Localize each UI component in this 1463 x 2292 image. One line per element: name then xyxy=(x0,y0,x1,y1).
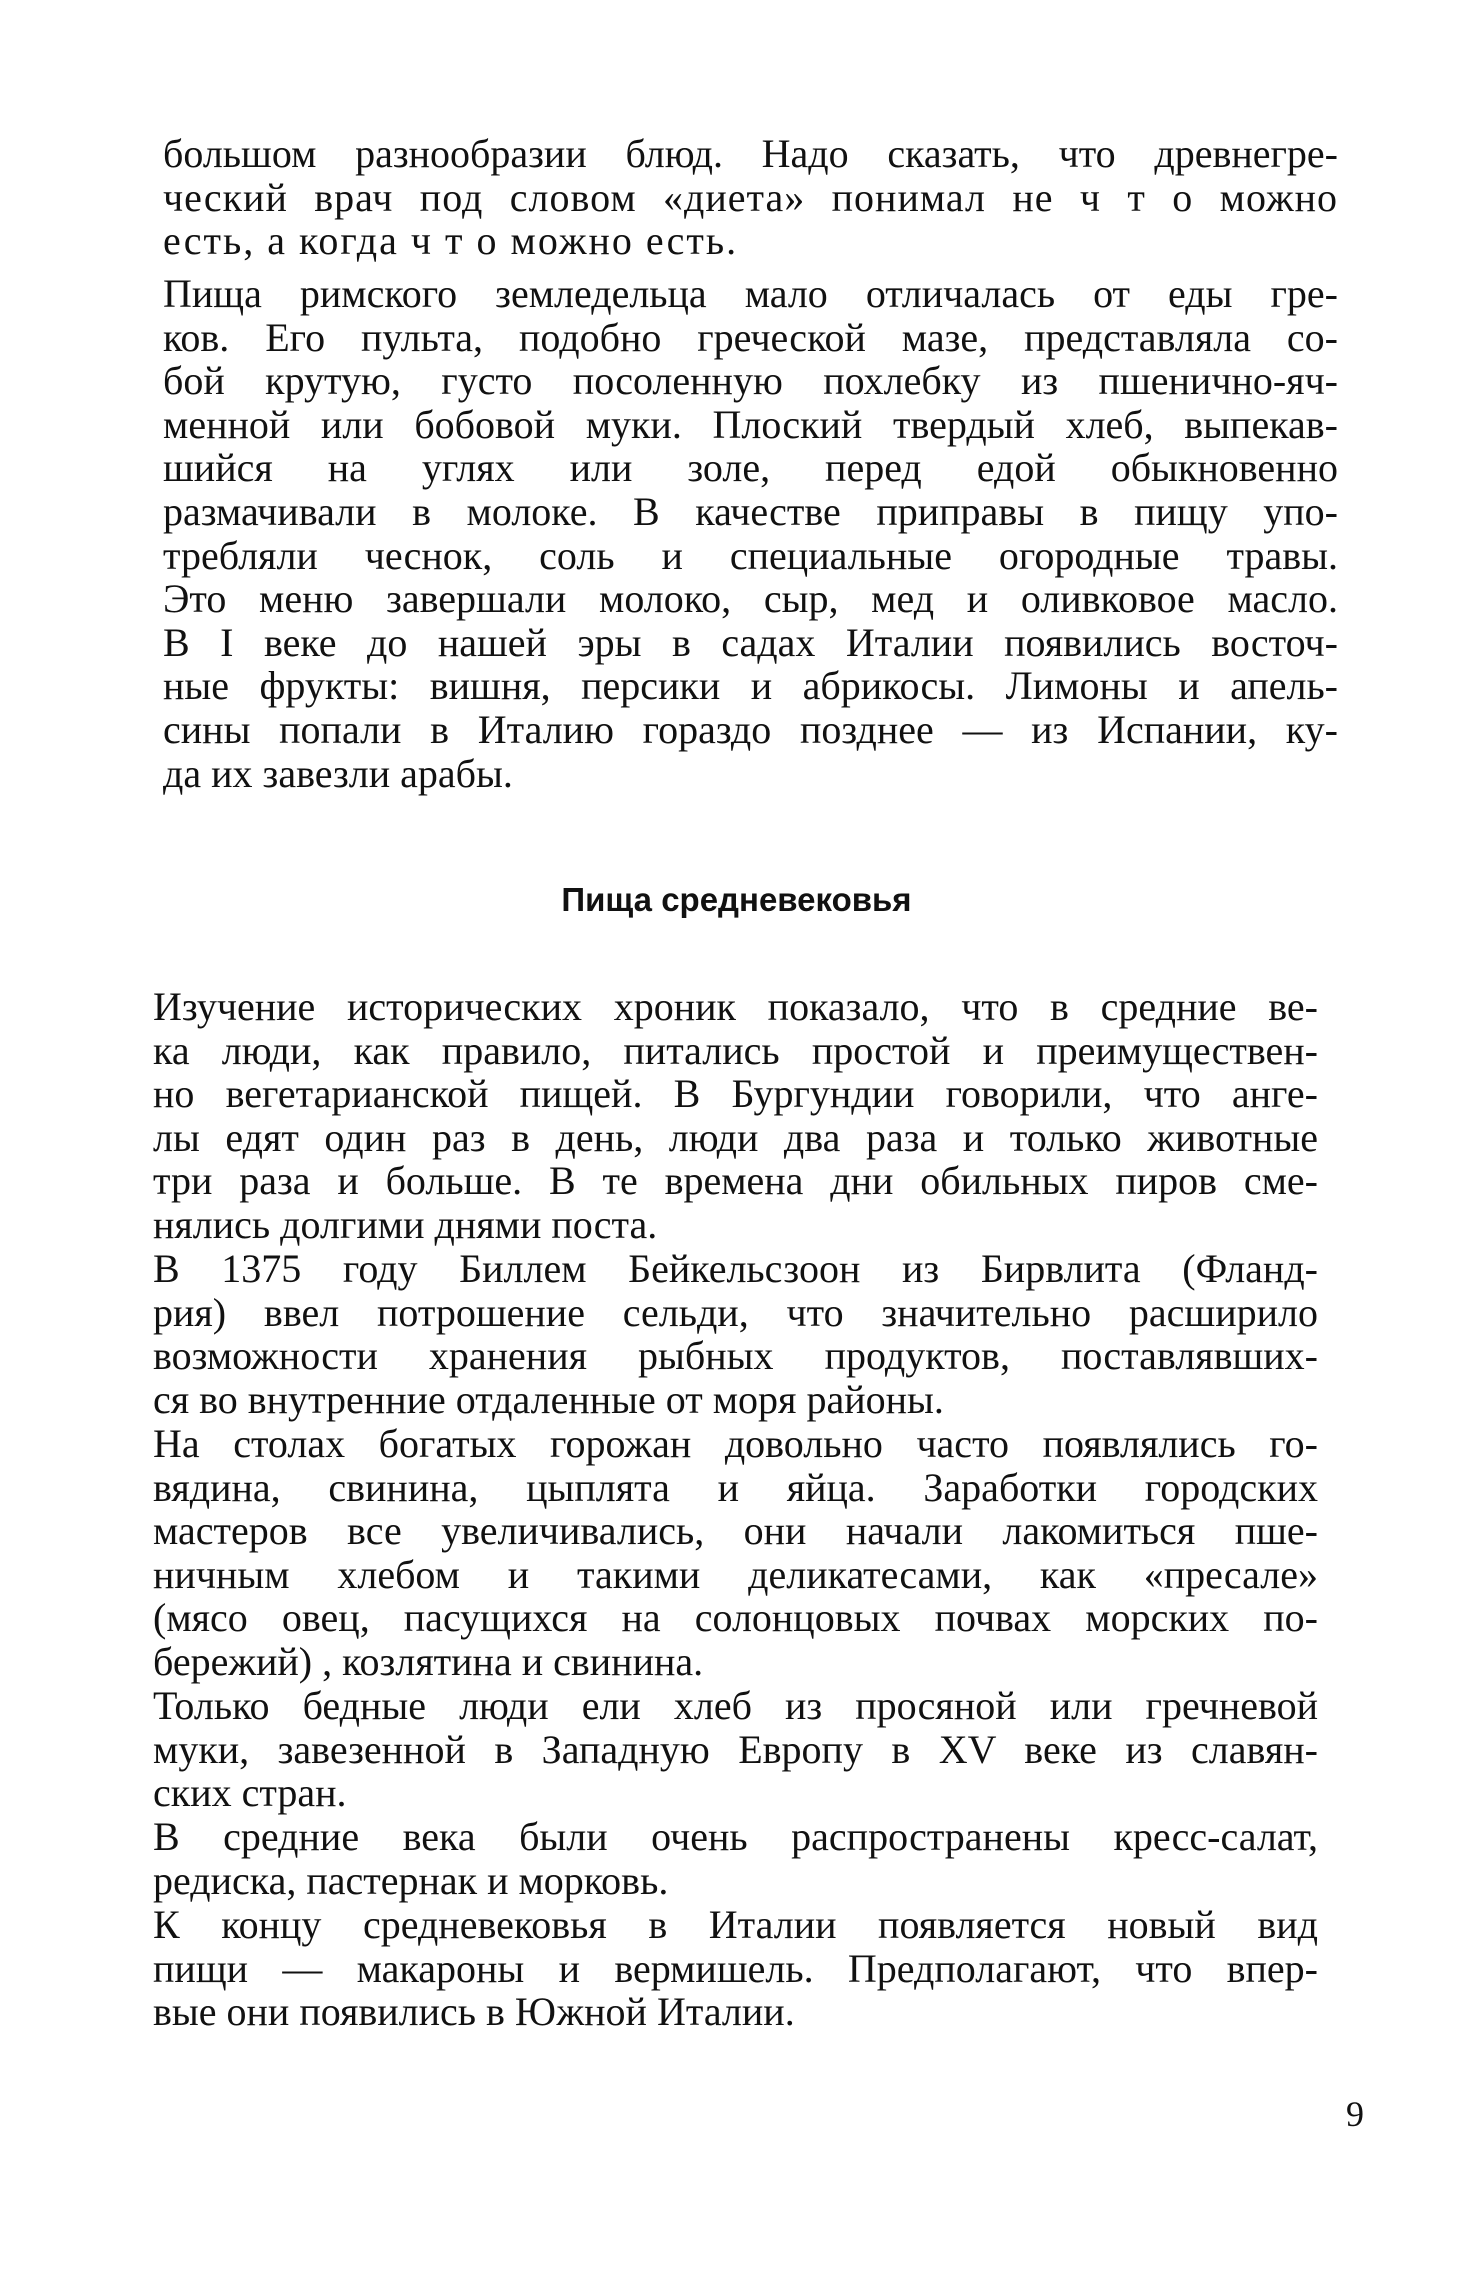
text-line: размачивали в молоке. В качестве приправы в пищу упо- xyxy=(163,488,1338,534)
text-line: бережий) , козлятина и свинина. xyxy=(153,1638,704,1684)
text-line: Изучение исторических хроник показало, что в средние ве- xyxy=(153,984,1318,1029)
text-line: вядина, свинина, цыплята и яйца. Заработки городских xyxy=(153,1464,1318,1510)
section-2-paragraph-2 xyxy=(153,1247,1318,1421)
text-line: есть, а когда ч т о можно есть. xyxy=(163,218,739,264)
text-line: ся во внутренние отдаленные от моря районы. xyxy=(153,1376,944,1422)
text-line: ских стран. xyxy=(153,1770,347,1816)
text-line: ничным хлебом и такими деликатесами, как «пресале» xyxy=(153,1551,1318,1597)
section-1-paragraph-2 xyxy=(163,272,1338,795)
text-line: В I веке до нашей эры в садах Италии появились восточ- xyxy=(163,619,1338,665)
text-line: возможности хранения рыбных продуктов, поставлявших- xyxy=(153,1333,1318,1379)
text-line: ческий врач под словом «диета» понимал не ч т о можно xyxy=(163,174,1338,220)
text-line: да их завезли арабы. xyxy=(163,750,513,796)
text-line: нялись долгими днями поста. xyxy=(153,1201,658,1247)
text-line: требляли чеснок, соль и специальные огородные травы. xyxy=(163,532,1338,578)
text-line: шийся на углях или золе, перед едой обыкновенно xyxy=(163,445,1338,491)
text-line: рия) ввел потрошение сельди, что значительно расширило xyxy=(153,1289,1318,1335)
text-line: ков. Его пульта, подобно греческой мазе, представляла со- xyxy=(163,314,1338,360)
section-1-text xyxy=(163,132,1338,263)
text-line: В средние века были очень распространены кресс-салат, xyxy=(153,1814,1318,1859)
section-heading: Пища средневековья xyxy=(561,881,912,918)
text-line: ка люди, как правило, питались простой и преимуществен- xyxy=(153,1027,1318,1073)
text-line: менной или бобовой муки. Плоский твердый хлеб, выпекав- xyxy=(163,401,1338,447)
text-line: К концу средневековья в Италии появляется новый вид xyxy=(153,1902,1318,1947)
text-line: В 1375 году Биллем Бейкельсзоон из Бирвлита (Фланд- xyxy=(153,1246,1318,1291)
text-line: сины попали в Италию гораздо позднее — из Испании, ку- xyxy=(163,706,1338,752)
text-line: пищи — макароны и вермишель. Предполагают, что впер- xyxy=(153,1945,1318,1991)
text-line: три раза и больше. В те времена дни обильных пиров сме- xyxy=(153,1158,1318,1204)
section-2-paragraph-6 xyxy=(153,1903,1318,2034)
section-2-paragraph-4 xyxy=(153,1684,1318,1815)
text-line: Это меню завершали молоко, сыр, мед и оливковое масло. xyxy=(163,576,1338,622)
text-line: редиска, пастернак и морковь. xyxy=(153,1857,669,1903)
text-line: мастеров все увеличивались, они начали лакомиться пше- xyxy=(153,1508,1318,1554)
section-2-paragraph-3 xyxy=(153,1422,1318,1684)
text-line: Пища римского земледельца мало отличалась от еды гре- xyxy=(163,271,1338,316)
section-2-paragraph-5 xyxy=(153,1815,1318,1902)
text-line: лы едят один раз в день, люди два раза и только животные xyxy=(153,1114,1318,1160)
text-line: (мясо овец, пасущихся на солонцовых почвах морских по- xyxy=(153,1595,1318,1641)
text-line: но вегетарианской пищей. В Бургундии говорили, что анге- xyxy=(153,1071,1318,1117)
text-line: На столах богатых горожан довольно часто появлялись го- xyxy=(153,1421,1318,1466)
text-line: муки, завезенной в Западную Европу в XV веке из славян- xyxy=(153,1726,1318,1772)
text-line: большом разнообразии блюд. Надо сказать, что древнегре- xyxy=(163,131,1338,176)
text-line: вые они появились в Южной Италии. xyxy=(153,1989,795,2035)
text-line: Только бедные люди ели хлеб из просяной или гречневой xyxy=(153,1683,1318,1728)
page-number: 9 xyxy=(1346,2094,1364,2134)
text-line: ные фрукты: вишня, персики и абрикосы. Лимоны и апель- xyxy=(163,663,1338,709)
text-line: бой крутую, густо посоленную похлебку из пшенично-яч- xyxy=(163,358,1338,404)
section-2-paragraph-1 xyxy=(153,985,1318,1247)
